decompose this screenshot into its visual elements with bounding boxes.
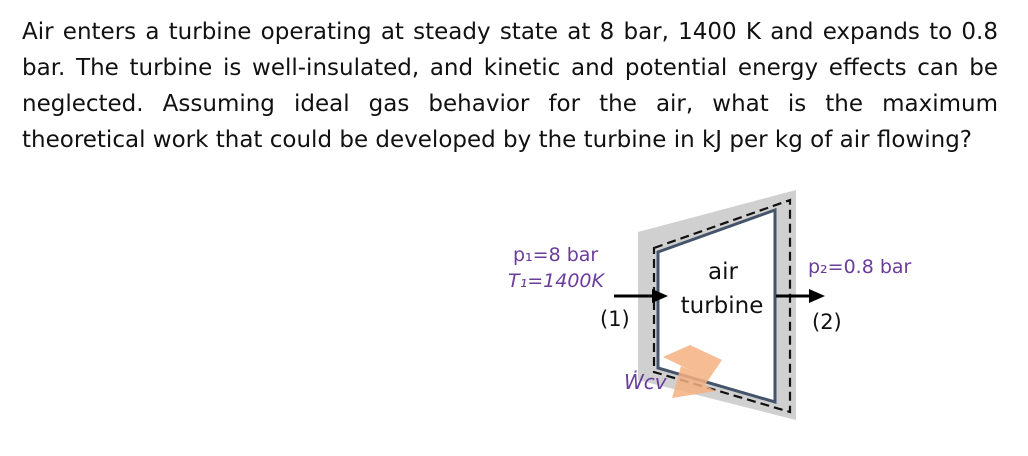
device-label-turbine: turbine (680, 293, 764, 319)
problem-statement: Air enters a turbine operating at steady state at 8 bar, 1400 K and expands to 0.8 bar. The turbine is well-insulated, and kinetic and potential energy effects can be neglected. Assuming ideal gas behavior for the air, what is the maximum theoretical work that could be developed by the turbine in kJ per kg of air flowing? (22, 19, 998, 153)
outlet-state-label: (2) (812, 310, 842, 334)
outlet-pressure-label: p₂=0.8 bar (808, 256, 912, 278)
inlet-pressure-label: p₁=8 bar (513, 244, 599, 266)
inlet-temperature-label: T₁=1400K (508, 270, 604, 292)
work-rate-label: Ẇcv (624, 370, 667, 394)
inlet-state-label: (1) (600, 307, 630, 331)
device-label-air: air (708, 259, 738, 285)
